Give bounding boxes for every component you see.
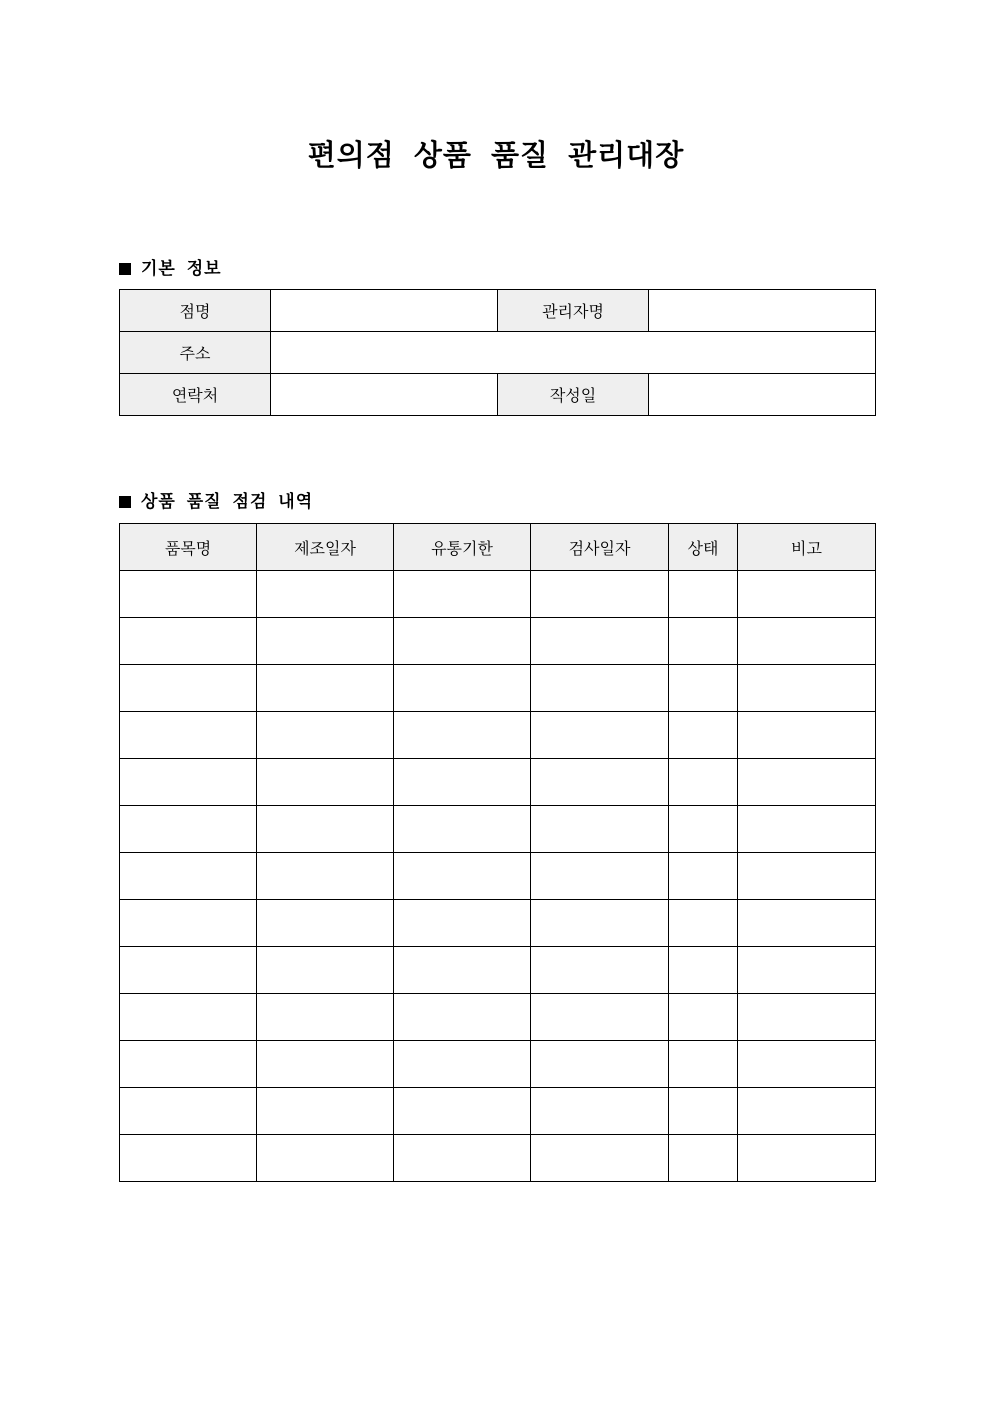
square-bullet-icon — [119, 263, 131, 275]
table-row — [120, 947, 876, 994]
manufacture-date-cell[interactable] — [257, 618, 394, 665]
manager-value[interactable] — [649, 290, 876, 332]
manufacture-date-cell[interactable] — [257, 712, 394, 759]
status-cell[interactable] — [669, 618, 738, 665]
item-name-cell[interactable] — [120, 947, 257, 994]
manufacture-date-cell[interactable] — [257, 759, 394, 806]
remarks-cell[interactable] — [738, 618, 876, 665]
expiry-date-cell[interactable] — [394, 712, 531, 759]
item-name-cell[interactable] — [120, 1135, 257, 1182]
table-row — [120, 665, 876, 712]
table-row — [120, 618, 876, 665]
table-row — [120, 806, 876, 853]
status-cell[interactable] — [669, 665, 738, 712]
manufacture-date-cell[interactable] — [257, 900, 394, 947]
status-cell[interactable] — [669, 806, 738, 853]
quality-check-heading — [119, 487, 313, 512]
remarks-cell[interactable] — [738, 806, 876, 853]
expiry-date-cell[interactable] — [394, 1088, 531, 1135]
status-cell[interactable] — [669, 1041, 738, 1088]
status-cell[interactable] — [669, 994, 738, 1041]
status-cell[interactable] — [669, 853, 738, 900]
remarks-cell[interactable] — [738, 900, 876, 947]
manager-label: 관리자명 — [498, 290, 649, 332]
inspection-date-cell[interactable] — [531, 994, 669, 1041]
date-value[interactable] — [649, 374, 876, 416]
expiry-date-cell[interactable] — [394, 759, 531, 806]
remarks-cell[interactable] — [738, 571, 876, 618]
expiry-date-cell[interactable] — [394, 900, 531, 947]
status-cell[interactable] — [669, 1088, 738, 1135]
inspection-date-cell[interactable] — [531, 806, 669, 853]
column-header-item-name: 품목명 — [120, 524, 257, 571]
status-cell[interactable] — [669, 571, 738, 618]
quality-table-header-row — [120, 524, 876, 571]
manufacture-date-cell[interactable] — [257, 853, 394, 900]
item-name-cell[interactable] — [120, 665, 257, 712]
basic-info-row-address — [120, 332, 876, 374]
manufacture-date-cell[interactable] — [257, 1135, 394, 1182]
table-row — [120, 712, 876, 759]
remarks-cell[interactable] — [738, 759, 876, 806]
page-title: 편의점 상품 품질 관리대장 — [307, 138, 685, 172]
address-label: 주소 — [120, 332, 271, 374]
manufacture-date-cell[interactable] — [257, 1041, 394, 1088]
inspection-date-cell[interactable] — [531, 665, 669, 712]
item-name-cell[interactable] — [120, 712, 257, 759]
inspection-date-cell[interactable] — [531, 853, 669, 900]
column-header-inspection-date: 검사일자 — [531, 524, 669, 571]
table-row — [120, 853, 876, 900]
remarks-cell[interactable] — [738, 712, 876, 759]
inspection-date-cell[interactable] — [531, 571, 669, 618]
item-name-cell[interactable] — [120, 994, 257, 1041]
table-row — [120, 1088, 876, 1135]
remarks-cell[interactable] — [738, 1135, 876, 1182]
item-name-cell[interactable] — [120, 618, 257, 665]
item-name-cell[interactable] — [120, 1041, 257, 1088]
inspection-date-cell[interactable] — [531, 712, 669, 759]
store-name-value[interactable] — [271, 290, 498, 332]
item-name-cell[interactable] — [120, 1088, 257, 1135]
address-value[interactable] — [271, 332, 876, 374]
remarks-cell[interactable] — [738, 1088, 876, 1135]
expiry-date-cell[interactable] — [394, 571, 531, 618]
manufacture-date-cell[interactable] — [257, 994, 394, 1041]
table-row — [120, 900, 876, 947]
basic-info-row-contact — [120, 374, 876, 416]
manufacture-date-cell[interactable] — [257, 1088, 394, 1135]
expiry-date-cell[interactable] — [394, 1135, 531, 1182]
manufacture-date-cell[interactable] — [257, 806, 394, 853]
quality-check-heading-text: 상품 품질 점검 내역 — [141, 492, 314, 512]
expiry-date-cell[interactable] — [394, 947, 531, 994]
status-cell[interactable] — [669, 759, 738, 806]
inspection-date-cell[interactable] — [531, 1135, 669, 1182]
remarks-cell[interactable] — [738, 853, 876, 900]
inspection-date-cell[interactable] — [531, 1041, 669, 1088]
item-name-cell[interactable] — [120, 900, 257, 947]
status-cell[interactable] — [669, 947, 738, 994]
manufacture-date-cell[interactable] — [257, 665, 394, 712]
table-row — [120, 1135, 876, 1182]
remarks-cell[interactable] — [738, 1041, 876, 1088]
inspection-date-cell[interactable] — [531, 618, 669, 665]
expiry-date-cell[interactable] — [394, 1041, 531, 1088]
expiry-date-cell[interactable] — [394, 665, 531, 712]
expiry-date-cell[interactable] — [394, 806, 531, 853]
table-row — [120, 994, 876, 1041]
item-name-cell[interactable] — [120, 806, 257, 853]
remarks-cell[interactable] — [738, 947, 876, 994]
date-label: 작성일 — [498, 374, 649, 416]
item-name-cell[interactable] — [120, 853, 257, 900]
item-name-cell[interactable] — [120, 571, 257, 618]
inspection-date-cell[interactable] — [531, 900, 669, 947]
quality-check-table — [119, 523, 876, 1182]
square-bullet-icon — [119, 496, 131, 508]
expiry-date-cell[interactable] — [394, 618, 531, 665]
inspection-date-cell[interactable] — [531, 947, 669, 994]
store-name-label: 점명 — [120, 290, 271, 332]
manufacture-date-cell[interactable] — [257, 947, 394, 994]
column-header-remarks: 비고 — [738, 524, 876, 571]
status-cell[interactable] — [669, 900, 738, 947]
status-cell[interactable] — [669, 712, 738, 759]
column-header-status: 상태 — [669, 524, 738, 571]
quality-table-body — [120, 571, 876, 1182]
table-row — [120, 1041, 876, 1088]
basic-info-heading — [119, 254, 222, 279]
expiry-date-cell[interactable] — [394, 994, 531, 1041]
contact-label: 연락처 — [120, 374, 271, 416]
status-cell[interactable] — [669, 1135, 738, 1182]
basic-info-heading-text: 기본 정보 — [141, 259, 222, 279]
inspection-date-cell[interactable] — [531, 759, 669, 806]
item-name-cell[interactable] — [120, 759, 257, 806]
remarks-cell[interactable] — [738, 994, 876, 1041]
column-header-manufacture-date: 제조일자 — [257, 524, 394, 571]
basic-info-table — [119, 289, 876, 416]
remarks-cell[interactable] — [738, 665, 876, 712]
column-header-expiry-date: 유통기한 — [394, 524, 531, 571]
inspection-date-cell[interactable] — [531, 1088, 669, 1135]
manufacture-date-cell[interactable] — [257, 571, 394, 618]
expiry-date-cell[interactable] — [394, 853, 531, 900]
basic-info-row-store — [120, 290, 876, 332]
table-row — [120, 571, 876, 618]
table-row — [120, 759, 876, 806]
contact-value[interactable] — [271, 374, 498, 416]
